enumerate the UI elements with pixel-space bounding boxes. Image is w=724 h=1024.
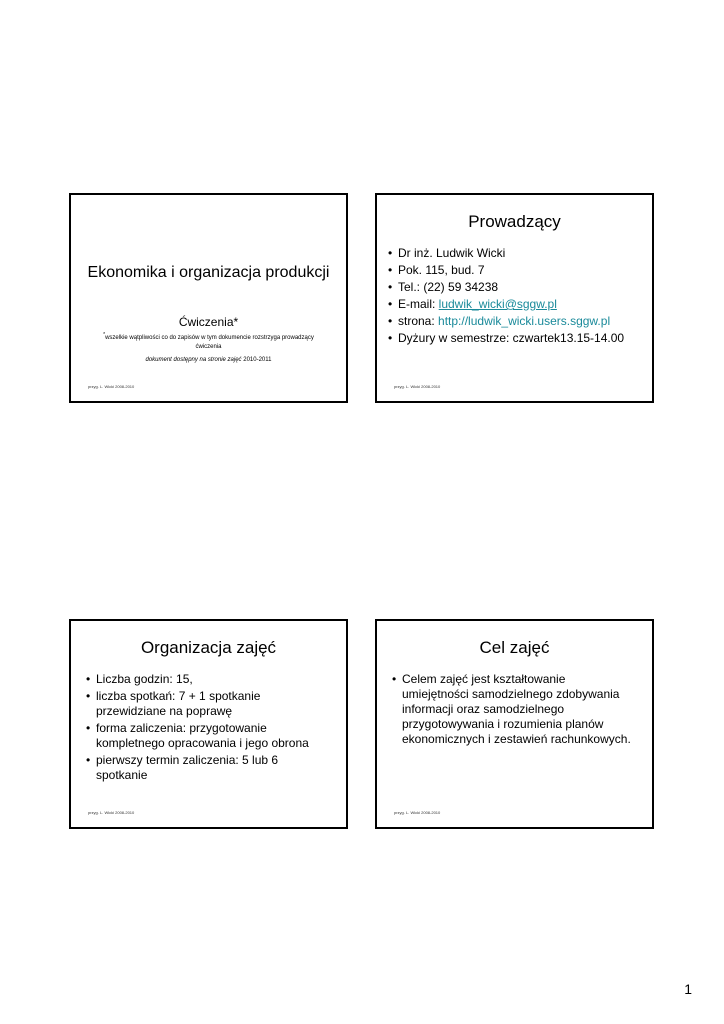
slide-heading: Prowadzący <box>468 212 561 231</box>
list-item <box>86 721 311 751</box>
document-availability-text: dokument dostępny na stronie zajęć <box>145 357 242 363</box>
document-years: 2010-2011 <box>241 357 272 363</box>
list-item <box>388 280 648 295</box>
list-item-text: pierwszy termin zaliczenia: 5 lub 6 spotkanie <box>96 753 279 782</box>
footnote-star: * <box>103 332 106 338</box>
bullet-icon: • <box>86 753 91 767</box>
slide-footer: przyg. L. Wicki 2008-2010 <box>88 384 135 389</box>
bullet-icon: • <box>388 246 393 260</box>
bullet-icon: • <box>86 721 91 735</box>
list-item-text: Celem zajęć jest kształtowanie umiejętności samodzielnego zdobywania informacji oraz samodzielnego przygotowywania i rozumienia planów ekonomicznych i zestawień rachunkowych. <box>402 672 631 746</box>
slide-subtitle: Ćwiczenia* <box>178 315 239 329</box>
list-item <box>388 331 648 346</box>
instructor-phone: Tel.: (22) 59 34238 <box>398 280 499 294</box>
list-item-text: Liczba godzin: 15, <box>96 672 193 686</box>
list-item <box>86 672 311 687</box>
goal-list <box>392 672 635 749</box>
slide-heading: Organizacja zajęć <box>140 638 277 657</box>
slide-goal <box>375 619 654 829</box>
instructor-name: Dr inż. Ludwik Wicki <box>398 246 506 260</box>
list-item-text: forma zaliczenia: przygotowanie kompletnego opracowania i jego obrona <box>96 721 309 750</box>
slide-organization <box>69 619 348 829</box>
website-link[interactable]: http://ludwik_wicki.users.sggw.pl <box>438 314 611 328</box>
list-item <box>86 689 311 719</box>
instructor-list <box>388 246 648 348</box>
bullet-icon: • <box>388 297 393 311</box>
page-number: 1 <box>684 981 692 997</box>
bullet-icon: • <box>392 672 397 686</box>
slide-footer: przyg. L. Wicki 2008-2010 <box>394 810 441 815</box>
slide-title-heading: Ekonomika i organizacja produkcji <box>87 264 330 281</box>
list-item <box>392 672 635 747</box>
list-item <box>86 753 311 783</box>
instructor-room: Pok. 115, bud. 7 <box>398 263 485 277</box>
website-label: strona: <box>398 314 439 328</box>
list-item <box>388 314 648 329</box>
bullet-icon: • <box>388 280 393 294</box>
bullet-icon: • <box>86 672 91 686</box>
office-hours: Dyżury w semestrze: czwartek13.15-14.00 <box>398 331 625 345</box>
slide-heading: Cel zajęć <box>479 638 550 657</box>
slide-footer: przyg. L. Wicki 2008-2010 <box>394 384 441 389</box>
bullet-icon: • <box>388 331 393 345</box>
bullet-icon: • <box>388 263 393 277</box>
list-item <box>388 246 648 261</box>
bullet-icon: • <box>388 314 393 328</box>
slide-footer: przyg. L. Wicki 2008-2010 <box>88 810 135 815</box>
list-item <box>388 263 648 278</box>
list-item <box>388 297 648 312</box>
email-label: E-mail: <box>398 297 439 311</box>
email-link[interactable]: ludwik_wicki@sggw.pl <box>438 297 557 311</box>
slide-title <box>69 193 348 403</box>
footnote-text: wszelkie wątpliwości co do zapisów w tym dokumencie rozstrzyga prowadzący ćwiczenia <box>105 335 314 350</box>
list-item-text: liczba spotkań: 7 + 1 spotkanie przewidziane na poprawę <box>96 689 261 718</box>
slide-instructor <box>375 193 654 403</box>
slide-footnote <box>99 331 318 352</box>
document-availability <box>71 357 346 363</box>
organization-list <box>86 672 311 785</box>
bullet-icon: • <box>86 689 91 703</box>
